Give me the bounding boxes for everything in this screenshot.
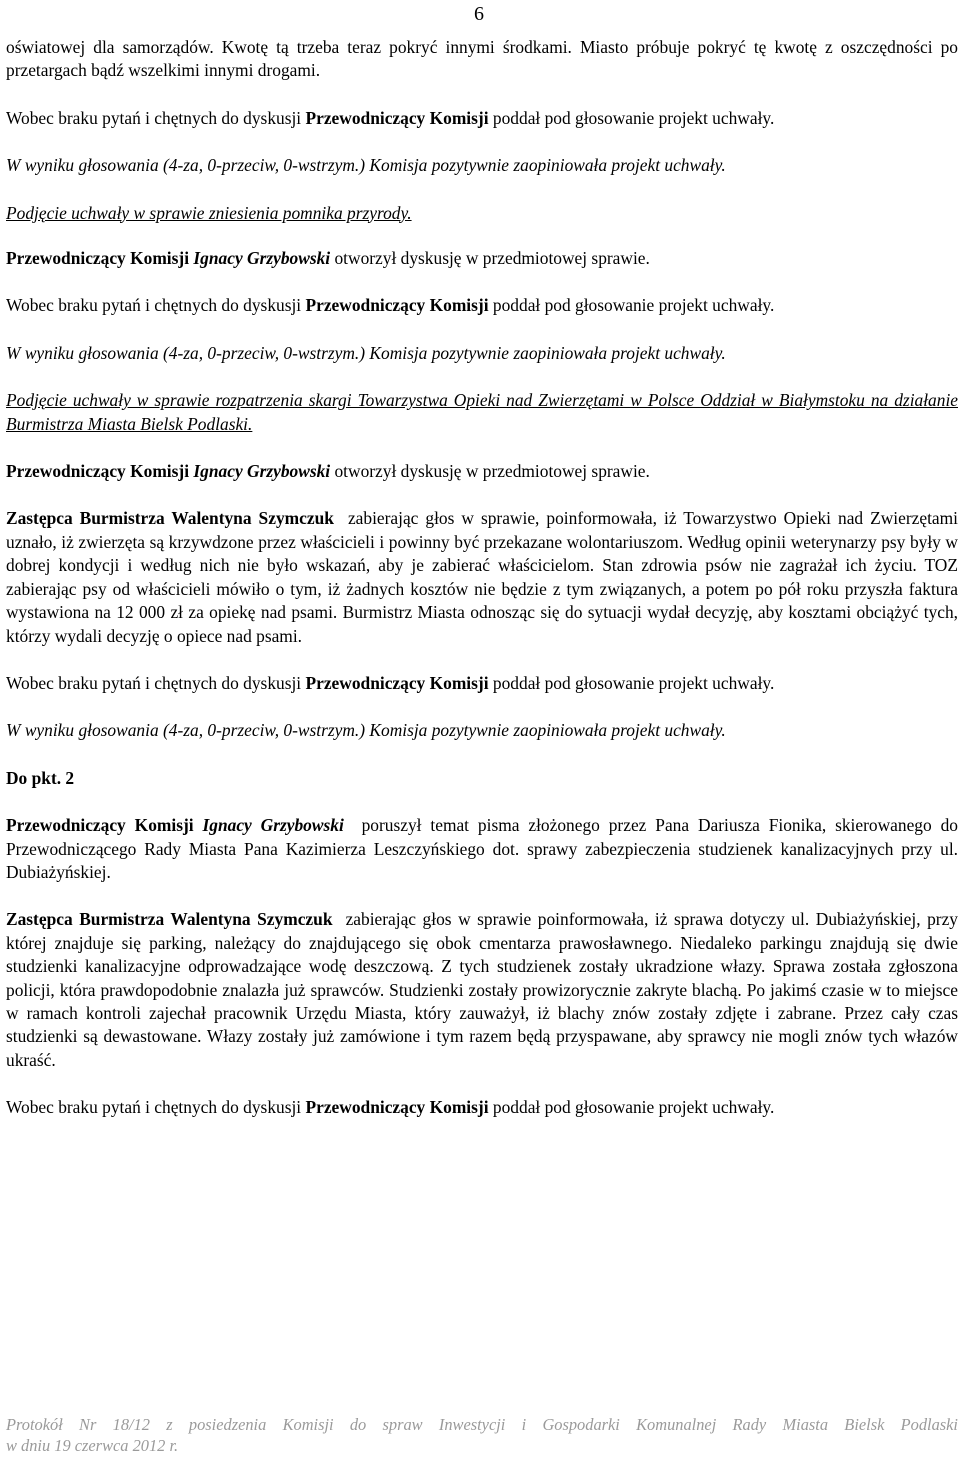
page-footer — [6, 1414, 958, 1456]
section-title-monument: Podjęcie uchwały w sprawie zniesienia pomnika przyrody. — [6, 202, 412, 223]
chairman-label: Przewodniczący Komisji — [6, 248, 190, 269]
paragraph-deputy-mayor-toz — [6, 507, 958, 647]
paragraph-discussion-open-2 — [6, 460, 958, 483]
chairman-name: Ignacy Grzybowski — [193, 461, 331, 482]
vote-call-rest: poddał pod głosowanie projekt uchwały. — [492, 1097, 775, 1118]
chairman-label: Przewodniczący Komisji — [305, 295, 489, 316]
paragraph-discussion-open-1 — [6, 247, 958, 270]
paragraph-vote-call-2 — [6, 294, 958, 317]
vote-call-intro: Wobec braku pytań i chętnych do dyskusji — [6, 672, 302, 693]
chairman-name: Ignacy Grzybowski — [193, 248, 331, 269]
section-heading-point-2: Do pkt. 2 — [6, 767, 75, 788]
paragraph-vote-call-3 — [6, 672, 958, 695]
paragraph-vote-result-1: W wyniku głosowania (4-za, 0-przeciw, 0-wstrzym.) Komisja pozytywnie zaopiniowała projekt uchwały. — [6, 155, 726, 176]
paragraph-funding: oświatowej dla samorządów. Kwotę tą trzeba teraz pokryć innymi środkami. Miasto próbuje pokryć tę kwotę z oszczędności po przetargach bądź wszelkimi innymi drogami. — [6, 37, 958, 81]
chairman-name: Ignacy Grzybowski — [202, 815, 344, 836]
page-number: 6 — [474, 3, 484, 25]
paragraph-vote-call-4 — [6, 1096, 958, 1119]
vote-call-intro: Wobec braku pytań i chętnych do dyskusji — [6, 107, 302, 128]
discussion-open-rest: otworzył dyskusję w przedmiotowej sprawie. — [334, 248, 650, 269]
chairman-label: Przewodniczący Komisji — [6, 461, 190, 482]
vote-call-intro: Wobec braku pytań i chętnych do dyskusji — [6, 1097, 302, 1118]
paragraph-vote-result-2: W wyniku głosowania (4-za, 0-przeciw, 0-wstrzym.) Komisja pozytywnie zaopiniowała projekt uchwały. — [6, 342, 726, 363]
deputy-mayor-statement: zabierając głos w sprawie, poinformowała, iż Towarzystwo Opieki nad Zwierzętami uznało, iż zwierzęta są krzywdzone przez właścicieli i powinny być przekazane wolontariuszom. Według opinii weterynarzy psy były w dobrej kondycji i według nich nie było wskazań, aby je zabierać właścicielom. Stan zdrowia psów nie zagrażał ich życiu. TOZ zabierając psy od właścicieli mówiło o tym, iż żadnych kosztów nie będzie z tym związanych, a potem po pół roku przyszła faktura wystawiona na 12 000 zł za opiekę nad psami. Burmistrz Miasta odnosząc się do sytuacji wydał decyzję, aby kosztami obciążyć tych, którzy wydali decyzję o opiece nad psami. — [6, 508, 958, 646]
chairman-label: Przewodniczący Komisji — [305, 107, 489, 128]
paragraph-chairman-letter — [6, 814, 958, 884]
discussion-open-rest: otworzył dyskusję w przedmiotowej sprawie. — [334, 461, 650, 482]
vote-call-rest: poddał pod głosowanie projekt uchwały. — [492, 107, 775, 128]
deputy-mayor-statement: zabierając głos w sprawie poinformowała, iż sprawa dotyczy ul. Dubiażyńskiej, przy której znajduje się parking, należący do znajdującego się obok cmentarza prawosławnego. Niedaleko parkingu znajdują się dwie studzienki kanalizacyjne odprowadzające wodę deszczową. Z tych studzienek zostały ukradzione włazy. Sprawa została zgłoszona policji, która prawdopodobnie znalazła już sprawców. Studzienki zostały prowizorycznie zakryte blachą. Po jakimś czasie w to miejsce w ramach kontroli zajechał pracownik Urzędu Miasta, który zauważył, iż blachy znów zostały zdjęte i zabrane. Przez cały czas studzienki są dewastowane. Włazy zostały już zamówione i tym razem będą przyspawane, aby sprawcy nie mogli znów tych włazów ukraść. — [6, 909, 958, 1070]
vote-call-rest: poddał pod głosowanie projekt uchwały. — [492, 295, 775, 316]
paragraph-deputy-mayor-manholes — [6, 908, 958, 1072]
section-title-complaint: Podjęcie uchwały w sprawie rozpatrzenia skargi Towarzystwa Opieki nad Zwierzętami w Polsce Oddział w Białymstoku na działanie Burmistrza Miasta Bielsk Podlaski. — [6, 390, 958, 434]
vote-call-intro: Wobec braku pytań i chętnych do dyskusji — [6, 295, 302, 316]
footer-date-line: w dniu 19 czerwca 2012 r. — [6, 1436, 179, 1455]
paragraph-vote-result-3: W wyniku głosowania (4-za, 0-przeciw, 0-wstrzym.) Komisja pozytywnie zaopiniowała projekt uchwały. — [6, 720, 726, 741]
chairman-label: Przewodniczący Komisji — [305, 672, 489, 693]
paragraph-vote-call-1 — [6, 107, 958, 130]
deputy-mayor-label: Zastępca Burmistrza Walentyna Szymczuk — [6, 508, 334, 529]
footer-protocol-line: Protokół Nr 18/12 z posiedzenia Komisji do spraw Inwestycji i Gospodarki Komunalnej Rady Miasta Bielsk Podlaski — [6, 1415, 958, 1434]
chairman-label: Przewodniczący Komisji — [6, 815, 194, 836]
letter-topic: poruszył temat pisma złożonego przez Pana Dariusza Fionika, skierowanego do Przewodniczącego Rady Miasta Pana Kazimierza Leszczyńskiego dot. sprawy zabezpieczenia studzienek kanalizacyjnych przy ul. Dubiażyńskiej. — [6, 815, 958, 882]
chairman-label: Przewodniczący Komisji — [305, 1097, 489, 1118]
deputy-mayor-label: Zastępca Burmistrza Walentyna Szymczuk — [6, 909, 333, 930]
document-body — [6, 36, 958, 1144]
vote-call-rest: poddał pod głosowanie projekt uchwały. — [492, 672, 775, 693]
